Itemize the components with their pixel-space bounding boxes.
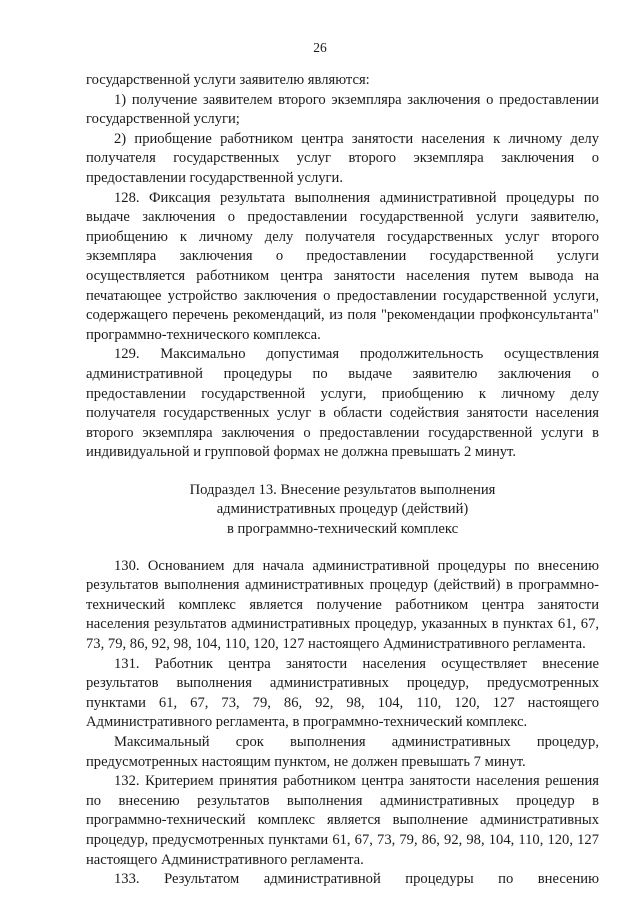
paragraph: 132. Критерием принятия работником центра занятости населения решения по внесению результатов выполнения административных процедур в программно-технический комплекс является выполнение административных процедур, предусмотренных пунктами 61, 67, 73, 79, 86, 92, 98, 104, 110, 120, 127 настоящего Административного регламента. <box>86 773 599 868</box>
paragraph: государственной услуги заявителю являются: <box>86 72 370 88</box>
paragraph: 130. Основанием для начала административной процедуры по внесению результатов выполнения административных процедур (действий) в программно-технический комплекс является получение работником центра занятости населения результатов административных процедур, указанных в пунктах 61, 67, 73, 79, 86, 92, 98, 104, 110, 120, 127 настоящего Административного регламента. <box>86 557 599 653</box>
subsection-heading-line-3: в программно-технический комплекс <box>226 521 459 538</box>
paragraph: 1) получение заявителем второго экземпляра заключения о предоставлении государственной услуги; <box>86 91 599 128</box>
paragraph: 129. Максимально допустимая продолжительность осуществления административной процедуры по выдаче заявителю заключения о предоставлении государственной услуги, приобщению к личному делу получателя государственных услуг в области содействия занятости населения второго экземпляра заключения о предоставлении государственной услуги в индивидуальной и групповой формах не должна превышать 2 минут. <box>86 346 599 461</box>
paragraph: 128. Фиксация результата выполнения административной процедуры по выдаче заключения о предоставлении государственной услуги заявителю, приобщению к личному делу получателя государственных услуг второго экземпляра заключения о предоставлении государственной услуги осуществляется работником центра занятости населения путем вывода на печатающее устройство заключения о предоставлении государственной услуги, содержащего перечень рекомендаций, из поля "рекомендации профконсультанта" программно-технического комплекса. <box>86 189 599 343</box>
paragraph: 131. Работник центра занятости населения осуществляет внесение результатов выполнения административных процедур, предусмотренных пунктами 61, 67, 73, 79, 86, 92, 98, 104, 110, 120, 127 настоящего Административного регламента, в программно-технический комплекс. <box>86 655 599 731</box>
subsection-heading-line-2: административных процедур (действий) <box>216 501 469 518</box>
page-number: 26 <box>313 40 327 55</box>
subsection-heading <box>86 481 599 540</box>
paragraphs-after-heading <box>86 557 599 890</box>
paragraph: 2) приобщение работником центра занятости населения к личному делу получателя государственных услуг второго экземпляра заключения о предоставлении государственной услуги. <box>86 130 599 186</box>
paragraph: Максимальный срок выполнения административных процедур, предусмотренных настоящим пунктом, не должен превышать 7 минут. <box>86 734 599 770</box>
paragraph: 133. Результатом административной процедуры по внесению <box>114 871 599 888</box>
document-body <box>86 71 599 890</box>
paragraphs-before-heading <box>86 71 599 463</box>
subsection-heading-line-1: Подраздел 13. Внесение результатов выполнения <box>189 481 496 498</box>
